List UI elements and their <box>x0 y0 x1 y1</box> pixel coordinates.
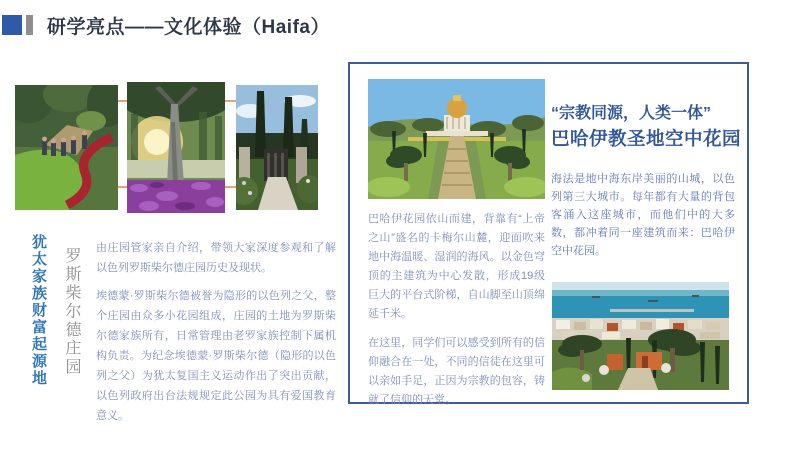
bahai-paragraph-1: 巴哈伊花园依山而建，背靠有“上帝之山”盛名的卡梅尔山麓，迎面吹来地中海温暖、湿润的海风。以金色穹顶的主建筑为中心发散，形成19级巨大的平台式阶梯，自山脚至山顶绵延千米。 <box>368 213 545 320</box>
page-title: 研学亮点——文化体验（Haifa） <box>47 17 330 38</box>
title-accent-bar <box>26 15 33 35</box>
bahai-text-block <box>368 210 545 420</box>
haifa-bay-view-photo <box>552 282 729 390</box>
rothschild-text-block <box>96 238 336 434</box>
haifa-intro-paragraph: 海法是地中海东岸美丽的山城，以色列第三大城市。每年都有大量的背包客涌入这座城市，而他们中的大多数，都冲着同一座建筑而来：巴哈伊空中花园。 <box>551 173 735 257</box>
cypress-gate-photo <box>236 85 318 210</box>
vertical-heading-primary: 犹太家族财富起源地 <box>30 234 47 387</box>
vertical-heading-secondary: 罗斯柴尔德庄园 <box>63 247 80 377</box>
haifa-subtitle: 巴哈伊教圣地空中花园 <box>551 128 742 149</box>
rothschild-paragraph-1: 由庄园管家亲自介绍，带领大家深度参观和了解以色列罗斯柴尔德庄园历史及现状。 <box>96 242 336 274</box>
garden-visitors-photo <box>15 85 118 210</box>
haifa-content-box <box>348 62 749 404</box>
title-accent-square <box>2 15 22 35</box>
sunlit-tree-photo <box>127 82 225 213</box>
bahai-gardens-photo <box>368 79 545 199</box>
haifa-quote-title: “宗教同源，人类一体” <box>551 105 712 122</box>
rothschild-paragraph-2: 埃德蒙·罗斯柴尔德被誉为隐形的以色列之父，整个庄园由众多小花园组成，庄园的土地为罗斯柴尔德家族所有，日常管理由老罗家族控制下属机构负责。为纪念埃德蒙·罗斯柴尔德（隐形的以色列之父）为犹太复国主义运动作出了突出贡献，以色列政府出台法规规定此公园为具有爱国教育意义。 <box>96 290 336 422</box>
bahai-paragraph-2: 在这里，同学们可以感受到所有的信仰融合在一处，不同的信徒在这里可以亲如手足，正因为宗教的包容，铸就了信仰的天堂。 <box>368 337 545 406</box>
